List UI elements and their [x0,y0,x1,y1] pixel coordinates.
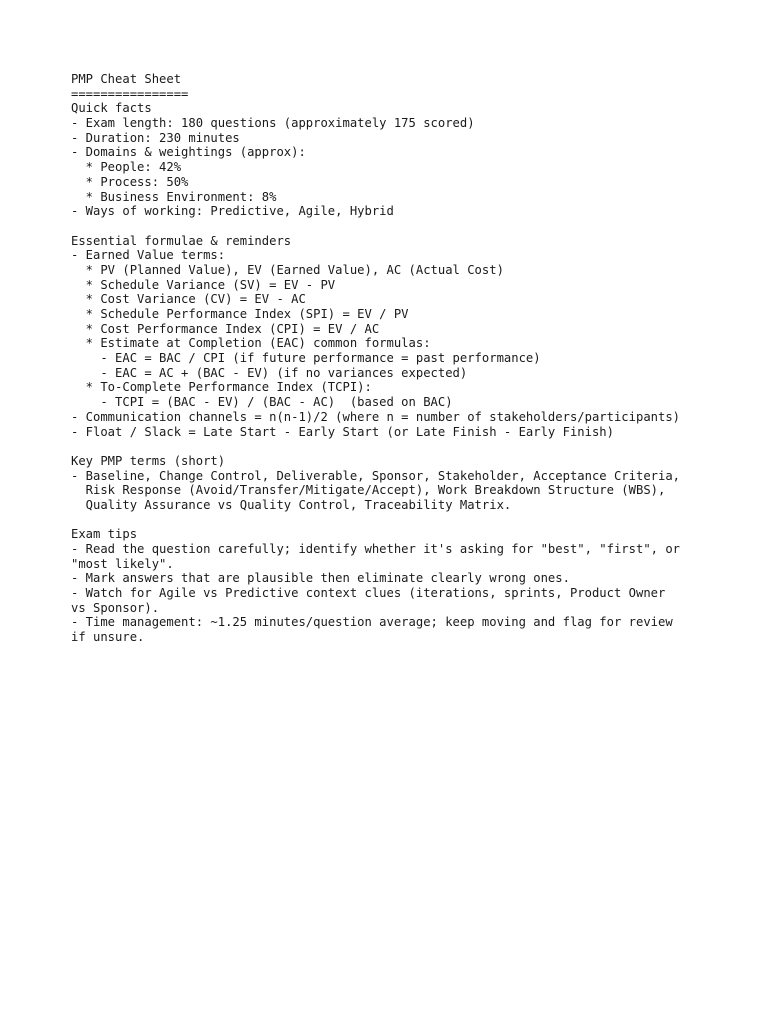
text-line: if unsure. [71,630,145,645]
document-page [71,72,761,645]
text-line: * Business Environment: 8% [71,189,277,204]
blank-line [71,219,761,234]
text-line: - Baseline, Change Control, Deliverable, Sponsor, Stakeholder, Acceptance Criteria, [71,468,681,483]
text-line: * Cost Performance Index (CPI) = EV / AC [71,321,380,336]
text-line: vs Sponsor). [71,600,160,615]
text-line: - Float / Slack = Late Start - Early Start (or Late Finish - Early Finish) [71,424,614,439]
blank-line [71,439,761,454]
text-line: - Domains & weightings (approx): [71,145,306,160]
text-line: - EAC = AC + (BAC - EV) (if no variances expected) [71,365,468,380]
text-line: * PV (Planned Value), EV (Earned Value), AC (Actual Cost) [71,262,504,277]
text-line: * Schedule Performance Index (SPI) = EV / PV [71,307,409,321]
text-line: "most likely". [71,556,174,571]
text-line: - Ways of working: Predictive, Agile, Hybrid [71,204,394,219]
section-heading-exam-tips: Exam tips [71,527,138,542]
text-line: - Time management: ~1.25 minutes/question average; keep moving and flag for review [71,615,673,630]
text-line: - Watch for Agile vs Predictive context clues (iterations, sprints, Product Owner [71,586,666,601]
text-line: - Duration: 230 minutes [71,130,240,145]
text-line: * Process: 50% [71,174,189,189]
text-line: Quality Assurance vs Quality Control, Traceability Matrix. [71,497,512,512]
text-line: - Mark answers that are plausible then eliminate clearly wrong ones. [71,571,570,586]
text-line: * Cost Variance (CV) = EV - AC [71,292,306,307]
title-underline: ================ [71,86,189,101]
section-heading-quick-facts: Quick facts [71,101,152,116]
text-line: Risk Response (Avoid/Transfer/Mitigate/Accept), Work Breakdown Structure (WBS), [71,483,666,498]
text-line: * Estimate at Completion (EAC) common formulas: [71,336,431,351]
text-line: - TCPI = (BAC - EV) / (BAC - AC) (based on BAC) [71,395,453,410]
text-line: - Read the question carefully; identify whether it's asking for "best", "first", or [71,542,681,556]
section-heading-key-terms: Key PMP terms (short) [71,453,226,468]
text-line: * People: 42% [71,160,182,175]
text-line: * To-Complete Performance Index (TCPI): [71,380,372,395]
blank-line [71,513,761,528]
text-line: - Earned Value terms: [71,248,226,263]
text-line: - Communication channels = n(n-1)/2 (where n = number of stakeholders/participants) [71,409,681,424]
text-line: * Schedule Variance (SV) = EV - PV [71,277,336,292]
document-title: PMP Cheat Sheet [71,72,182,86]
text-line: - Exam length: 180 questions (approximately 175 scored) [71,116,475,131]
section-heading-formulae: Essential formulae & reminders [71,233,292,248]
text-line: - EAC = BAC / CPI (if future performance = past performance) [71,351,541,366]
